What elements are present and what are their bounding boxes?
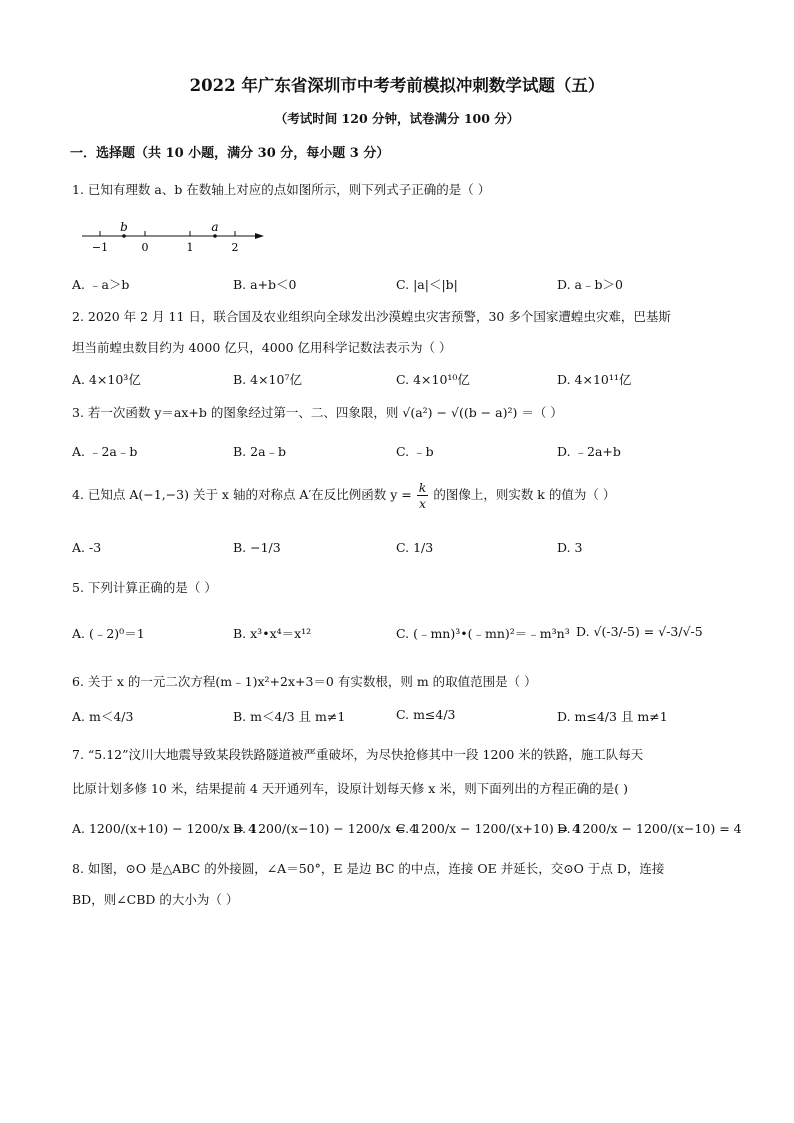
q3-prefix: 3. 若一次函数 y＝ax+b 的图象经过第一、二、四象限，则 [72, 405, 399, 420]
question-8-line2: BD，则∠CBD 的大小为（ ） [72, 892, 239, 907]
question-6-text: 6. 关于 x 的一元二次方程(m﹣1)x²+2x+3＝0 有实数根，则 m 的取值范围是（ ） [72, 674, 537, 689]
q1-option-c: C. |a|＜|b| [396, 277, 458, 292]
point-a-label: a [211, 220, 219, 234]
q3-expression: √(a²) − √((b − a)²) [402, 405, 518, 420]
q6-option-c: C. m≤4/3 [396, 707, 456, 722]
q7-option-a: A. 1200/(x+10) − 1200/x = 4 [72, 821, 257, 836]
q7-option-b: B. 1200/(x−10) − 1200/x = 4 [233, 821, 418, 836]
q2-option-d: D. 4×10¹¹亿 [557, 372, 632, 387]
question-2-line2: 坦当前蝗虫数目约为 4000 亿只，4000 亿用科学记数法表示为（ ） [72, 340, 452, 355]
q3-option-c: C. ﹣b [396, 444, 434, 459]
q6-option-a: A. m＜4/3 [72, 709, 134, 724]
tick-label: 0 [141, 241, 149, 254]
q1-option-b: B. a+b＜0 [233, 277, 297, 292]
q4-option-a: A. -3 [72, 540, 102, 555]
tick-label: 1 [186, 241, 194, 254]
q2-option-a: A. 4×10³亿 [72, 372, 141, 387]
question-1-text: 1. 已知有理数 a、b 在数轴上对应的点如图所示，则下列式子正确的是（ ） [72, 182, 491, 197]
q4-fraction [417, 480, 429, 511]
question-7-line2: 比原计划多修 10 米，结果提前 4 天开通列车，设原计划每天修 x 米，则下面列出的方程正确的是( ) [72, 781, 628, 796]
q7-option-c: C. 1200/x − 1200/(x+10) = 4 [396, 821, 581, 836]
question-5-text: 5. 下列计算正确的是（ ） [72, 580, 217, 595]
point-b-label: b [120, 220, 128, 234]
q3-option-b: B. 2a﹣b [233, 444, 287, 459]
question-2-line1: 2. 2020 年 2 月 11 日，联合国及农业组织向全球发出沙漠蝗虫灾害预警，30 多个国家遭蝗虫灾难，巴基斯 [72, 309, 671, 324]
q3-option-a: A. ﹣2a﹣b [72, 444, 138, 459]
section-heading: 一．选择题（共 10 小题，满分 30 分，每小题 3 分） [70, 146, 390, 161]
q4-prefix: 4. 已知点 A(−1,−3) 关于 x 轴的对称点 A′在反比例函数 y = [72, 487, 412, 502]
q4-option-b: B. −1/3 [233, 540, 281, 555]
q4-suffix: 的图像上，则实数 k 的值为（ ） [433, 487, 616, 502]
page-subtitle: （考试时间 120 分钟，试卷满分 100 分） [274, 111, 520, 126]
q6-option-d: D. m≤4/3 且 m≠1 [557, 709, 668, 724]
tick-label: 2 [231, 241, 239, 254]
q4-frac-denominator: x [419, 496, 427, 511]
q4-option-c: C. 1/3 [396, 540, 434, 555]
q1-option-d: D. a﹣b＞0 [557, 277, 623, 292]
q4-frac-numerator: k [418, 480, 427, 495]
question-4-text [72, 480, 615, 511]
q3-suffix: ＝（ ） [521, 405, 563, 420]
q7-option-d: D. 1200/x − 1200/(x−10) = 4 [557, 821, 742, 836]
q5-option-d: D. √(-3/-5) = √-3/√-5 [576, 624, 703, 639]
q2-option-c: C. 4×10¹⁰亿 [396, 372, 470, 387]
tick-label: −1 [91, 241, 109, 254]
q1-option-a: A. ﹣a＞b [72, 277, 130, 292]
question-8-line1: 8. 如图，⊙O 是△ABC 的外接圆，∠A＝50°，E 是边 BC 的中点，连接 OE 并延长，交⊙O 于点 D，连接 [72, 861, 665, 876]
question-7-line1: 7. “5.12”汶川大地震导致某段铁路隧道被严重破坏，为尽快抢修其中一段 1200 米的铁路，施工队每天 [72, 747, 644, 762]
q5-option-c: C. (﹣mn)³•(﹣mn)²＝﹣m³n³ [396, 626, 570, 641]
q3-option-d: D. ﹣2a+b [557, 444, 621, 459]
number-line-diagram [78, 218, 278, 256]
q6-option-b: B. m＜4/3 且 m≠1 [233, 709, 346, 724]
question-3-text [72, 403, 563, 421]
q2-option-b: B. 4×10⁷亿 [233, 372, 302, 387]
q4-option-d: D. 3 [557, 540, 583, 555]
q5-option-a: A. (﹣2)⁰＝1 [72, 626, 145, 641]
q5-option-b: B. x³•x⁴＝x¹² [233, 626, 312, 641]
page-title: 2022 年广东省深圳市中考考前模拟冲刺数学试题（五） [189, 76, 605, 95]
